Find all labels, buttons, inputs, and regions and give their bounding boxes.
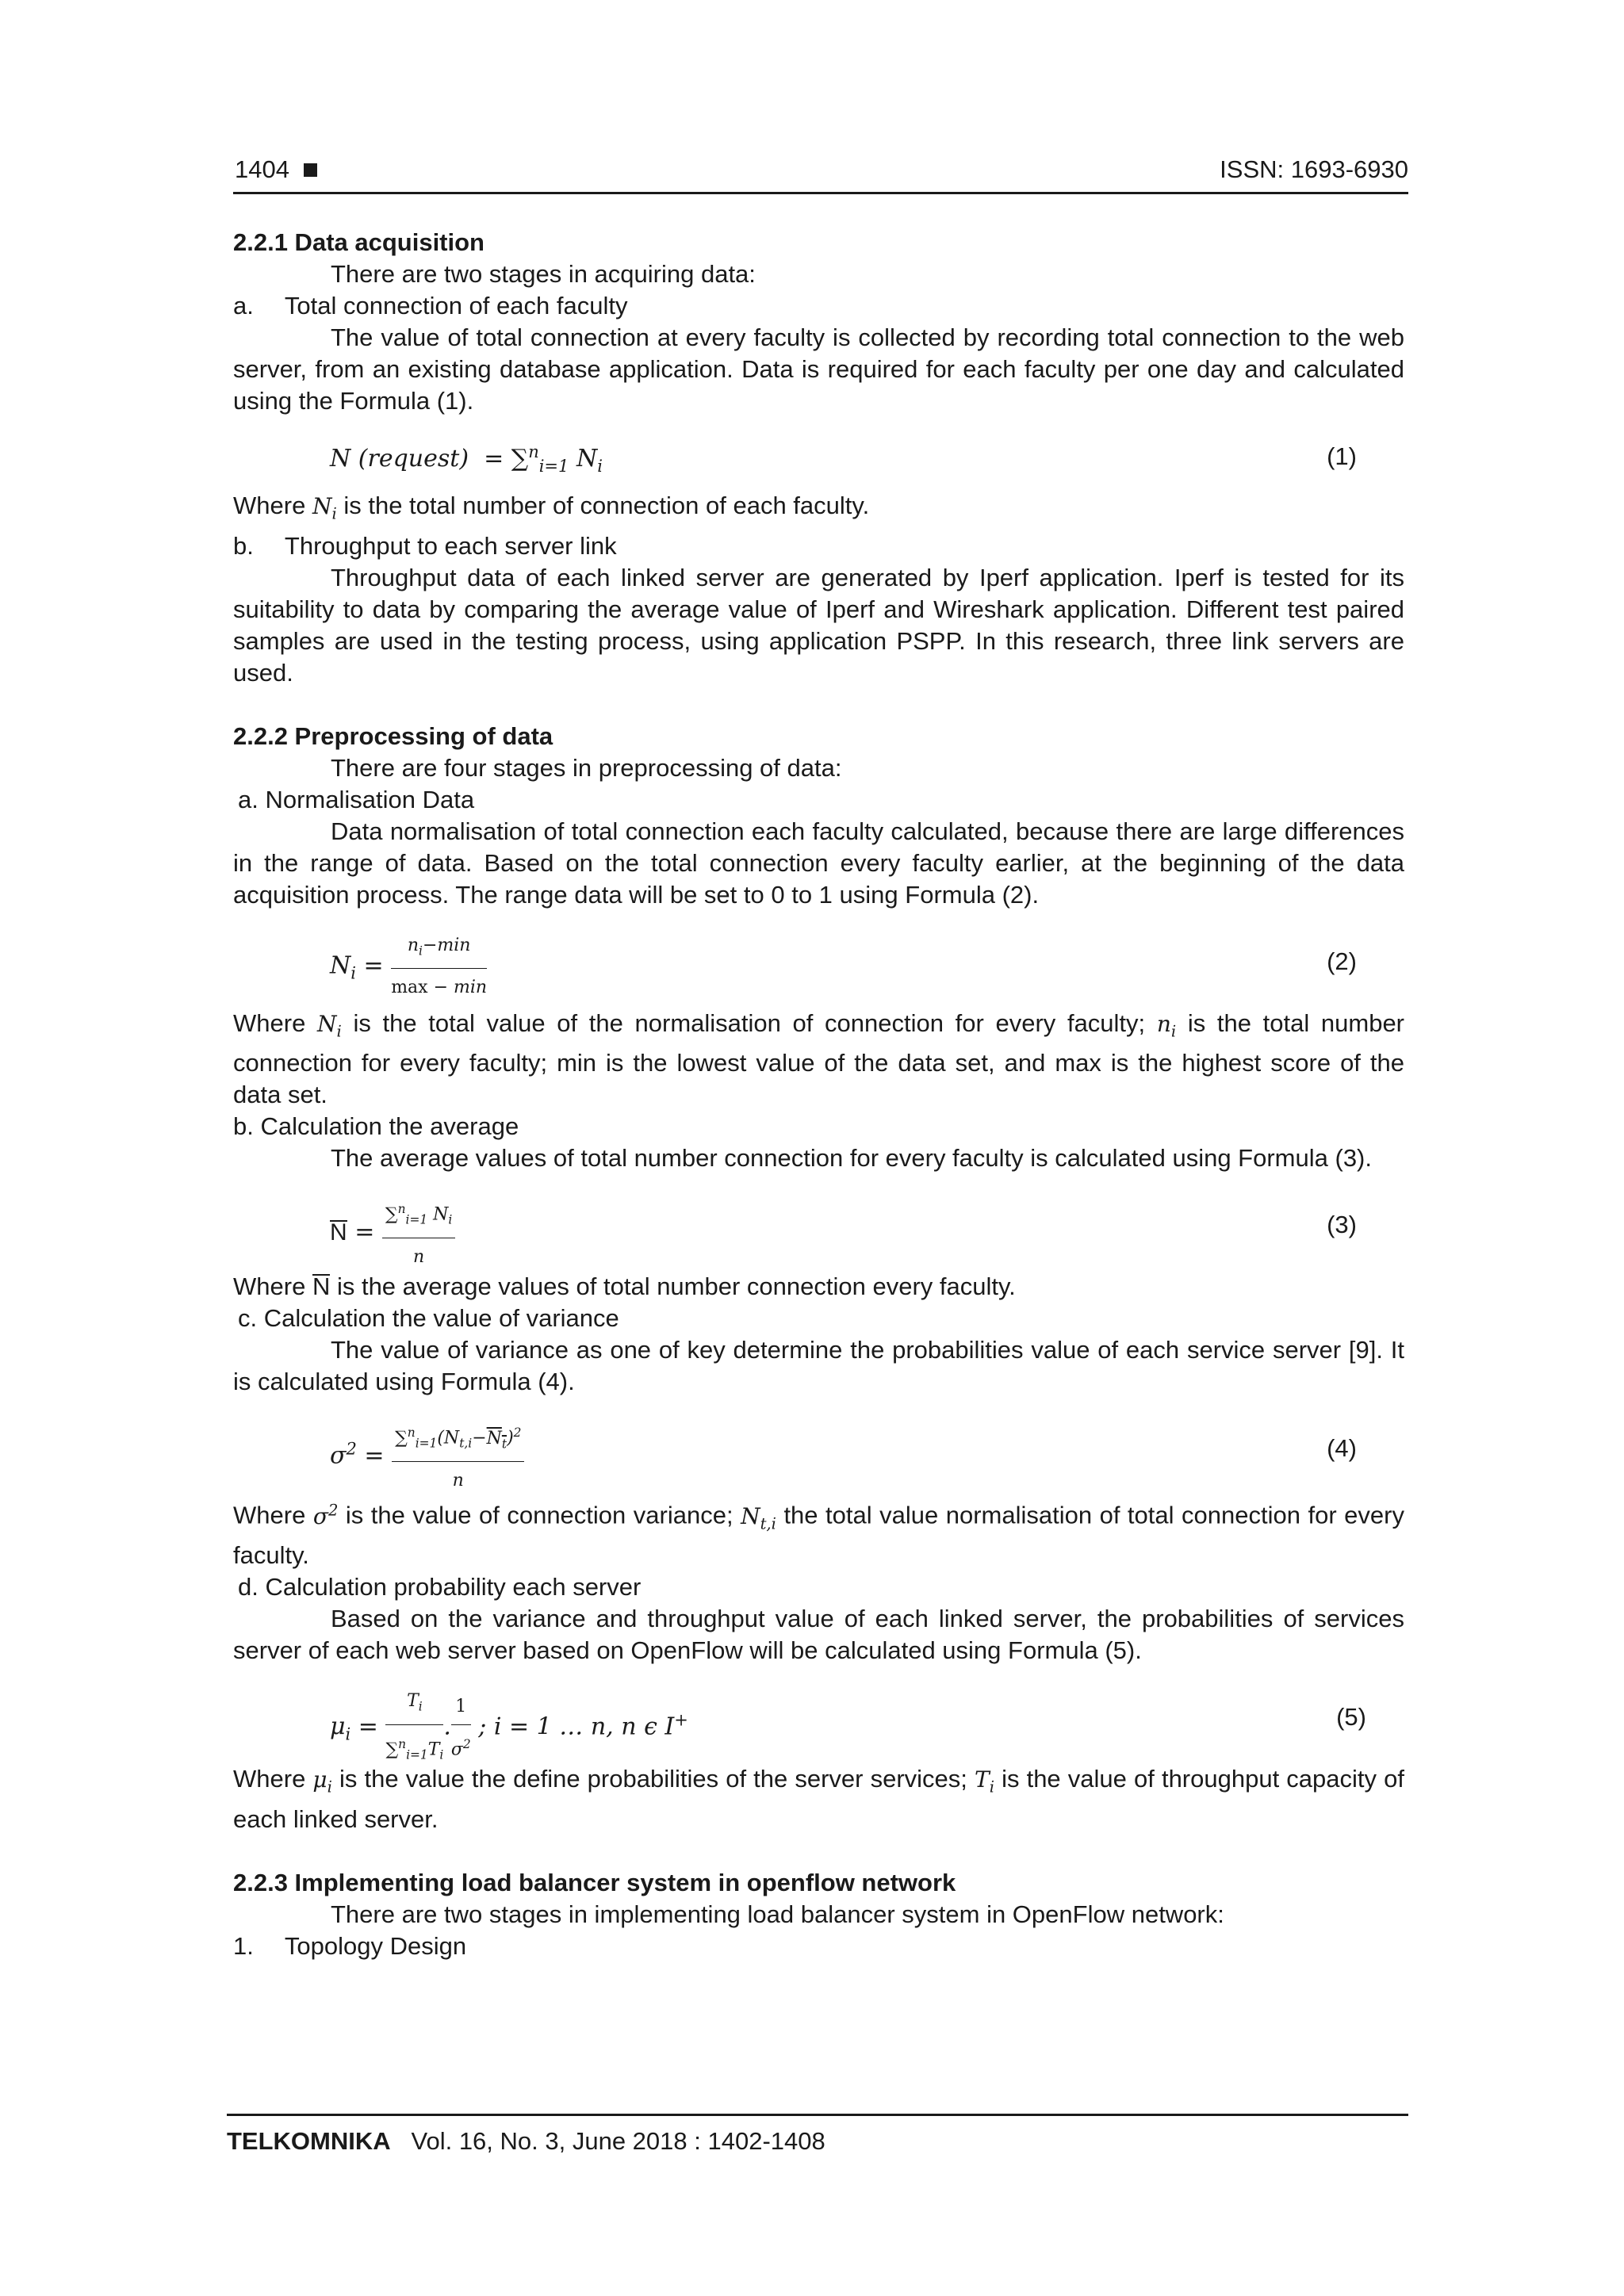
paragraph-221-a: The value of total connection at every faculty is collected by recording total connection to the web server, from an existing database application. Data is required for each faculty per one day and calculated using the Formula (1). — [233, 323, 1404, 415]
equation-4-number: (4) — [1327, 1434, 1357, 1463]
journal-citation: Vol. 16, No. 3, June 2018 : 1402-1408 — [411, 2127, 825, 2155]
paragraph-222-c: The value of variance as one of key determine the probabilities value of each service server [9]. It is calculated using Formula (4). — [233, 1336, 1404, 1396]
list-item-221-a: a. Total connection of each faculty — [233, 292, 628, 320]
where-word: Where — [233, 1272, 306, 1301]
where-word: Where — [233, 1501, 306, 1529]
where-clause-1 — [233, 490, 1404, 530]
paragraph-222-d: Based on the variance and throughput value of each linked server, the probabilities of services server of each web server based on OpenFlow will be calculated using Formula (5). — [233, 1605, 1404, 1665]
symbol-Ti: $T_i$ — [975, 1766, 994, 1797]
list-item-222-d: d. Calculation probability each server — [238, 1573, 642, 1601]
issn: ISSN: 1693-6930 — [1220, 155, 1408, 183]
section-intro-223: There are two stages in implementing load balancer system in OpenFlow network: — [331, 1900, 1224, 1928]
section-heading-222: 2.2.2 Preprocessing of data — [233, 721, 553, 750]
where-clause-4 — [233, 1494, 1404, 1571]
where-word: Where — [233, 1765, 306, 1793]
section-intro-221: There are two stages in acquiring data: — [331, 260, 756, 288]
page-header — [233, 155, 1408, 194]
equation-1 — [233, 430, 1404, 479]
symbol-Nti: $N_{t,i}$ — [741, 1502, 776, 1533]
equation-3-formula: N = $\frac{\sum^n_{i=1} N_i}{n}$ — [330, 1193, 455, 1273]
page-number-block — [235, 155, 317, 184]
where-text: is the total value of the normalisation of connection for every faculty; — [353, 1008, 1146, 1037]
symbol-Ni: $N_i$ — [316, 1010, 342, 1041]
page-footer — [227, 2114, 1408, 2156]
equation-2-number: (2) — [1327, 947, 1357, 975]
equation-4-formula: $\sigma^2$ = $\frac{\sum^n_{i=1}(N_{t,i}-N_t)^2}{n}$ — [330, 1417, 524, 1497]
equation-3 — [233, 1187, 1404, 1267]
where-word: Where — [233, 492, 306, 519]
equation-2-formula: $N_i$ = $\frac{n_i-\min}{\max - \min}$ — [330, 930, 487, 1004]
equation-1-number: (1) — [1327, 442, 1357, 470]
equation-2 — [233, 924, 1404, 997]
equation-5-number: (5) — [1336, 1703, 1366, 1732]
symbol-sigma-squared: $\sigma^2$ — [312, 1501, 339, 1529]
where-clause-2 — [233, 1008, 1404, 1112]
where-clause-5 — [233, 1763, 1404, 1835]
page-number: 1404 — [235, 155, 289, 183]
list-item-222-b: b. Calculation the average — [233, 1112, 519, 1141]
list-item-222-a: a. Normalisation Data — [238, 785, 475, 813]
paragraph-222-a: Data normalisation of total connection each faculty calculated, because there are large differences in the range of data. Based on the total connection every faculty earlier, at the beginning of the data acquisition process. The range data will be set to 0 to 1 using Formula (2). — [233, 817, 1404, 909]
paragraph-222-b: The average values of total number connection for every faculty is calculated using Formula (3). — [331, 1144, 1372, 1173]
paragraph-221-b: Throughput data of each linked server are generated by Iperf application. Iperf is tested for its suitability to data by comparing the average value of Iperf and Wireshark application. Different test paired samples are used in the testing process, using application PSPP. In this research, three link servers are used. — [233, 563, 1404, 687]
equation-1-formula: N (request) = ∑$^n_{i=1}$ $N_i$ — [330, 442, 603, 476]
equation-4 — [233, 1410, 1404, 1490]
symbol-Nbar: N — [312, 1272, 331, 1301]
section-intro-222: There are four stages in preprocessing of data: — [331, 753, 842, 782]
where-text: is the value the define probabilities of the server services; — [339, 1765, 967, 1793]
section-heading-223: 2.2.3 Implementing load balancer system in openflow network — [233, 1868, 956, 1896]
where-text: the total value normalisation of total connection for every faculty. — [233, 1501, 1404, 1570]
symbol-Ni: $N_i$ — [312, 493, 337, 523]
where-text: is the value of connection variance; — [345, 1501, 733, 1529]
equation-5-formula: $\mu_i$ = $\frac{T_i}{\sum^n_{i=1}T_i}$ . $\frac{1}{\sigma^2}$ ; i = 1 … n, n ϵ I+ — [330, 1686, 688, 1770]
where-text: is the value of throughput capacity of each linked server. — [233, 1765, 1404, 1833]
equation-5 — [233, 1679, 1404, 1762]
square-bullet-icon — [304, 163, 317, 177]
list-item-221-b: b. Throughput to each server link — [233, 531, 617, 560]
where-word: Where — [233, 1008, 306, 1037]
symbol-ni: $n_i$ — [1156, 1010, 1177, 1041]
section-heading-221: 2.2.1 Data acquisition — [233, 228, 485, 256]
where-clause-3 — [233, 1271, 1404, 1303]
journal-name: TELKOMNIKA — [227, 2127, 391, 2155]
equation-3-number: (3) — [1327, 1211, 1357, 1239]
list-item-223-1: 1. Topology Design — [233, 1931, 467, 1960]
page-body — [233, 227, 1404, 1962]
list-item-222-c: c. Calculation the value of variance — [238, 1304, 619, 1333]
where-text: is the total number of connection of each faculty. — [343, 492, 870, 519]
symbol-mu-i: $\mu_i$ — [312, 1766, 332, 1797]
where-text: is the average values of total number connection every faculty. — [336, 1272, 1016, 1301]
where-text: is the total number connection for every faculty; min is the lowest value of the data set, and max is the highest score of the data set. — [233, 1008, 1405, 1109]
